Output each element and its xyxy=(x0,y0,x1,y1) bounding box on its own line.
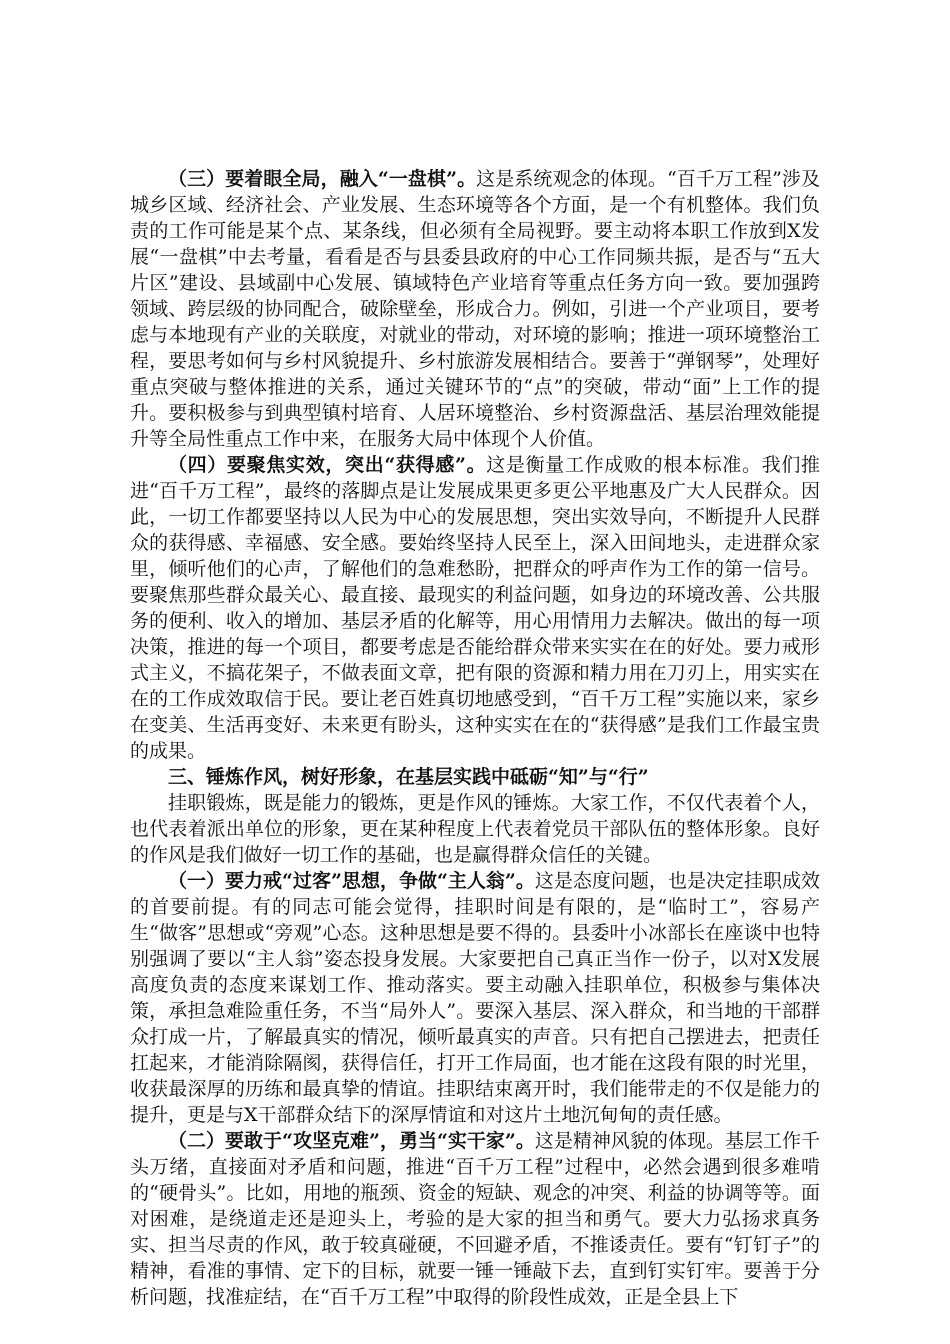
paragraph-lead: （一）要力戒“过客”思想，争做“主人翁”。 xyxy=(168,870,535,892)
paragraph-text: 这是衡量工作成败的根本标准。我们推进“百千万工程”，最终的落脚点是让发展成果更多更公平地惠及广大人民群众。因此，一切工作都要坚持以人民为中心的发展思想，突出实效导向，不断提升人民群众的获得感、幸福感、安全感。要始终坚持人民至上，深入田间地头，走进群众家里，倾听他们的心声，了解他们的急难愁盼，把群众的呼声作为工作的第一信号。要聚焦那些群众最关心、最直接、最现实的利益问题，如身边的环境改善、公共服务的便利、收入的增加、基层矛盾的化解等，用心用情用力去解决。做出的每一项决策，推进的每一个项目，都要考虑是否能给群众带来实实在在的好处。要力戒形式主义，不搞花架子，不做表面文章，把有限的资源和精力用在刀刃上，用实实在在的工作成效取信于民。要让老百姓真切地感受到，“百千万工程”实施以来，家乡在变美、生活再变好、未来更有盼头，这种实实在在的“获得感”是我们工作最宝贵的成果。 xyxy=(130,454,820,762)
document-body xyxy=(130,166,820,1310)
paragraph-lead: （三）要着眼全局，融入“一盘棋”。 xyxy=(168,168,477,190)
paragraph-lead: （二）要敢于“攻坚克难”，勇当“实干家”。 xyxy=(168,1130,535,1152)
paragraph-tackle-difficulties xyxy=(130,1128,820,1310)
paragraph-text: 这是精神风貌的体现。基层工作千头万绪，直接面对矛盾和问题，推进“百千万工程”过程中，必然会遇到很多难啃的“硬骨头”。比如，用地的瓶颈、资金的短缺、观念的冲突、利益的协调等等。面对困难，是绕道走还是迎头上，考验的是大家的担当和勇气。要大力弘扬求真务实、担当尽责的作风，敢于较真碰硬，不回避矛盾，不推诿责任。要有“钉钉子”的精神，看准的事情、定下的目标，就要一锤一锤敲下去，直到钉实钉牢。要善于分析问题，找准症结，在“百千万工程”中取得的阶段性成效，正是全县上下 xyxy=(130,1130,820,1308)
paragraph-text: 这是系统观念的体现。“百千万工程”涉及城乡区域、经济社会、产业发展、生态环境等各个方面，是一个有机整体。我们负责的工作可能是某个点、某条线，但必须有全局视野。要主动将本职工作放到X发展“一盘棋”中去考量，看看是否与县委县政府的中心工作同频共振，是否与“五大片区”建设、县域副中心发展、镇域特色产业培育等重点任务方向一致。要加强跨领域、跨层级的协同配合，破除壁垒，形成合力。例如，引进一个产业项目，要考虑与本地现有产业的关联度，对就业的带动，对环境的影响；推进一项环境整治工程，要思考如何与乡村风貌提升、乡村旅游发展相结合。要善于“弹钢琴”，处理好重点突破与整体推进的关系，通过关键环节的“点”的突破，带动“面”上工作的提升。要积极参与到典型镇村培育、人居环境整治、乡村资源盘活、基层治理效能提升等全局性重点工作中来，在服务大局中体现个人价值。 xyxy=(130,168,820,450)
paragraph-text: 这是态度问题，也是决定挂职成效的首要前提。有的同志可能会觉得，挂职时间是有限的，是“临时工”，容易产生“做客”思想或“旁观”心态。这种思想是要不得的。县委叶小冰部长在座谈中也特别强调了要以“主人翁”姿态投身发展。大家要把自己真正当作一份子，以对X发展高度负责的态度来谋划工作、推动落实。要主动融入挂职单位，积极参与集体决策，承担急难险重任务，不当“局外人”。要深入基层、深入群众，和当地的干部群众打成一片，了解最真实的情况，倾听最真实的声音。只有把自己摆进去，把责任扛起来，才能消除隔阂，获得信任，打开工作局面，也才能在这段有限的时光里，收获最深厚的历练和最真挚的情谊。挂职结束离开时，我们能带走的不仅是能力的提升，更是与X干部群众结下的深厚情谊和对这片土地沉甸甸的责任感。 xyxy=(130,870,820,1126)
paragraph-overall-view xyxy=(130,166,820,452)
paragraph-owner-mindset xyxy=(130,868,820,1128)
paragraph-lead: （四）要聚焦实效，突出“获得感”。 xyxy=(168,454,487,476)
section-intro: 挂职锻炼，既是能力的锻炼，更是作风的锤炼。大家工作，不仅代表着个人，也代表着派出单位的形象，更在某种程度上代表着党员干部队伍的整体形象。良好的作风是我们做好一切工作的基础，也是赢得群众信任的关键。 xyxy=(130,792,820,866)
section-heading: 三、锤炼作风，树好形象，在基层实践中砥砺“知”与“行” xyxy=(168,766,649,788)
paragraph-effectiveness xyxy=(130,452,820,764)
